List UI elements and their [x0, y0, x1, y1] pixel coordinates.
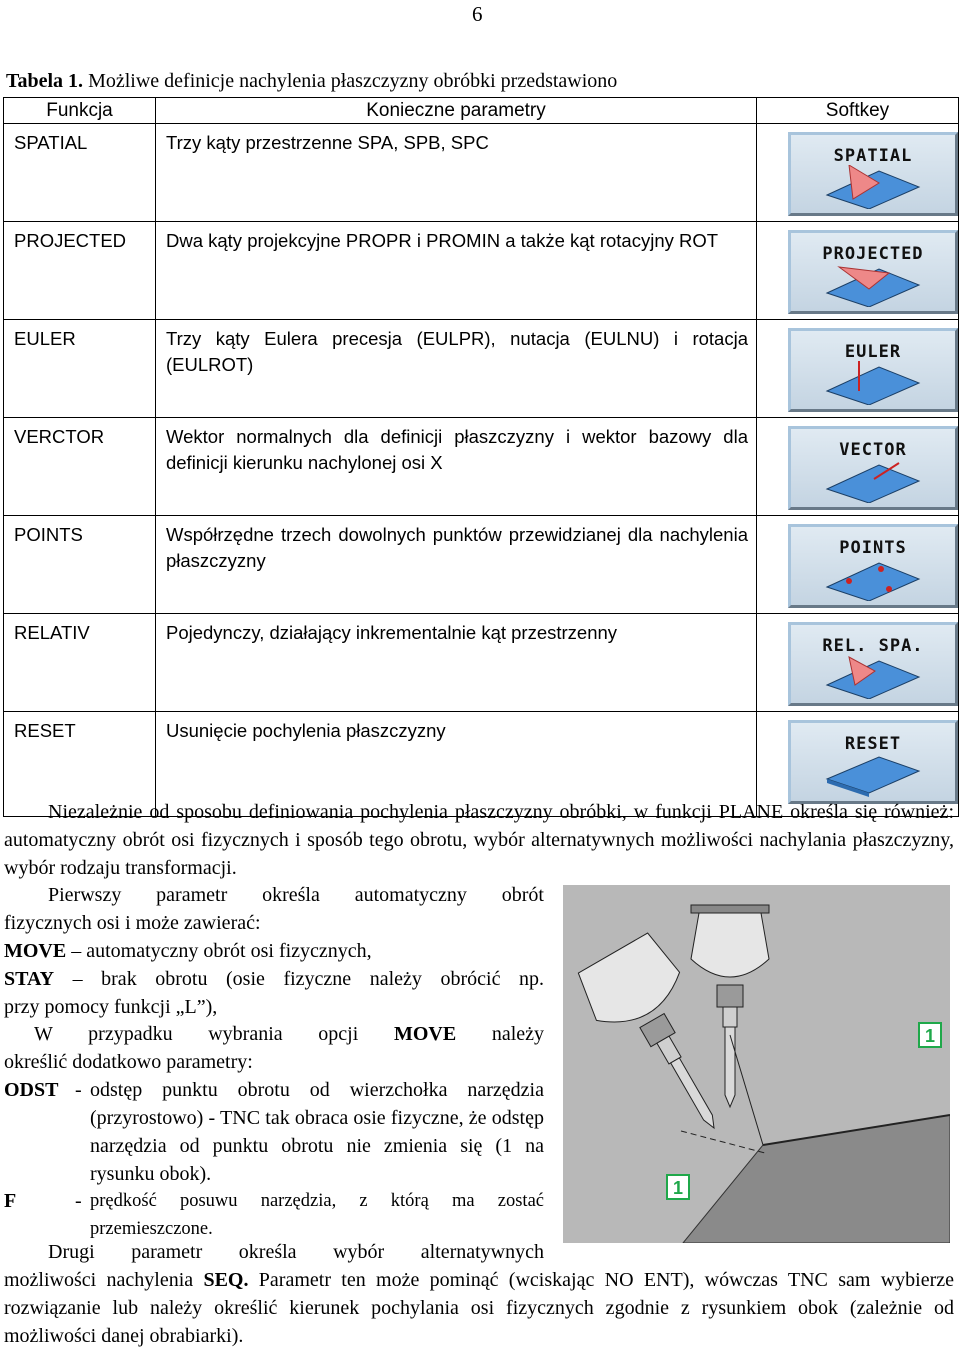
softkey-vector[interactable]	[788, 426, 958, 510]
softkey-reset[interactable]	[788, 720, 958, 804]
plane-block-icon	[819, 557, 929, 601]
move-description: – automatyczny obrót osi fizycznych,	[71, 940, 372, 962]
softkey-rel-spa[interactable]	[788, 622, 958, 706]
parameters-text: Wektor normalnych dla definicji płaszczyzny i wektor bazowy dla definicji kierunku nachylonej osi X	[155, 418, 756, 516]
softkey-label: POINTS	[839, 538, 907, 558]
p4-keyword: SEQ.	[203, 1269, 249, 1291]
header-softkey: Softkey	[756, 98, 958, 124]
header-function: Funkcja	[4, 98, 156, 124]
table-row	[4, 516, 959, 614]
p3-line1	[34, 1020, 544, 1048]
f-dash: -	[75, 1190, 82, 1212]
p4-body	[4, 1266, 954, 1350]
function-name: RESET	[4, 712, 156, 817]
softkey-label: PROJECTED	[822, 244, 924, 264]
stay-line	[4, 965, 544, 993]
parameters-text: Trzy kąty Eulera precesja (EULPR), nutacja (EULNU) i rotacja (EULROT)	[155, 320, 756, 418]
plane-definitions-table	[3, 97, 959, 817]
p3-keyword: MOVE	[393, 1023, 457, 1045]
p3-line2: określić dodatkowo parametry:	[4, 1051, 253, 1073]
softkey-points[interactable]	[788, 524, 958, 608]
p2-line1: Pierwszy parametr określa automatyczny obrót	[48, 884, 544, 906]
p3-text-b: należy	[491, 1023, 545, 1045]
table-row	[4, 614, 959, 712]
parameters-text: Usunięcie pochylenia płaszczyzny	[155, 712, 756, 817]
plane-block-icon	[819, 263, 929, 307]
softkey-spatial[interactable]	[788, 132, 958, 216]
plane-block-icon	[819, 361, 929, 405]
f-description: prędkość posuwu narzędzia, z którą ma zostać przemieszczone.	[90, 1191, 544, 1239]
softkey-label: RESET	[844, 734, 902, 754]
softkey-label: SPATIAL	[833, 146, 913, 166]
softkey-label: EULER	[844, 342, 902, 362]
parameters-text: Trzy kąty przestrzenne SPA, SPB, SPC	[155, 124, 756, 222]
plane-block-icon	[819, 655, 929, 699]
caption-text: Możliwe definicje nachylenia płaszczyzny obróbki przedstawiono	[88, 70, 618, 92]
stay-continuation: przy pomocy funkcji „L”),	[4, 996, 218, 1018]
caption-label: Tabela 1.	[6, 70, 84, 92]
figure-label-right: 1	[925, 1026, 936, 1046]
p4-line1: Drugi parametr określa wybór alternatywnych	[48, 1241, 544, 1263]
header-parameters: Konieczne parametry	[155, 98, 756, 124]
softkey-projected[interactable]	[788, 230, 958, 314]
function-name: POINTS	[4, 516, 156, 614]
page-number: 6	[472, 2, 483, 26]
paragraph-intro-text: Niezależnie od sposobu definiowania pochylenia płaszczyzny obróbki, w funkcji PLANE określa się również: automatyczny obrót osi fizycznych i sposób tego obrotu, wybór alternatywnych możliwości nachylania płaszczyzny, wybór rodzaju transformacji.	[4, 801, 954, 879]
stay-keyword: STAY	[4, 968, 55, 990]
table-row	[4, 124, 959, 222]
function-name: PROJECTED	[4, 222, 156, 320]
plane-block-icon	[819, 753, 929, 797]
odst-dash: -	[75, 1079, 82, 1101]
p4-text-a: możliwości nachylenia	[4, 1269, 194, 1291]
odst-keyword: ODST	[4, 1079, 59, 1101]
f-keyword: F	[4, 1190, 17, 1212]
function-name: EULER	[4, 320, 156, 418]
stay-description: – brak obrotu (osie fizyczne należy obrócić np.	[72, 968, 545, 990]
table-row	[4, 320, 959, 418]
p3-text-a: W przypadku wybrania opcji	[34, 1023, 359, 1045]
softkey-label: REL. SPA.	[822, 636, 924, 656]
softkey-euler[interactable]	[788, 328, 958, 412]
odst-description: odstęp punktu obrotu od wierzchołka narzędzia (przyrostowo) - TNC tak obraca osie fizyczne, że odstęp narzędzia od punktu obrotu nie zmienia się (1 na rysunku obok).	[90, 1079, 544, 1185]
function-name: SPATIAL	[4, 124, 156, 222]
figure-label-left: 1	[673, 1178, 684, 1198]
plane-block-icon	[819, 459, 929, 503]
p2-line2: fizycznych osi i może zawierać:	[4, 912, 261, 934]
table-caption	[6, 70, 617, 93]
function-name: VERCTOR	[4, 418, 156, 516]
plane-block-icon	[819, 165, 929, 209]
tool-rotation-figure	[563, 885, 950, 1243]
move-line	[4, 937, 372, 965]
parameters-text: Współrzędne trzech dowolnych punktów przewidzianej dla nachylenia płaszczyzny	[155, 516, 756, 614]
function-name: RELATIV	[4, 614, 156, 712]
p4-text-b: Parametr ten może pominąć (wciskając NO ENT), wówczas TNC sam wybierze rozwiązanie lub należy określić kierunek pochylania osi fizycznych zgodnie z rysunkiem obok (zależnie od możliwości danej obrabiarki).	[4, 1269, 955, 1347]
softkey-label: VECTOR	[839, 440, 907, 460]
paragraph-intro	[4, 798, 954, 882]
spindle-head-illustration	[563, 885, 950, 1243]
table-row	[4, 418, 959, 516]
table-row	[4, 222, 959, 320]
move-keyword: MOVE	[4, 940, 67, 962]
parameters-text: Pojedynczy, działający inkrementalnie kąt przestrzenny	[155, 614, 756, 712]
parameters-text: Dwa kąty projekcyjne PROPR i PROMIN a także kąt rotacyjny ROT	[155, 222, 756, 320]
